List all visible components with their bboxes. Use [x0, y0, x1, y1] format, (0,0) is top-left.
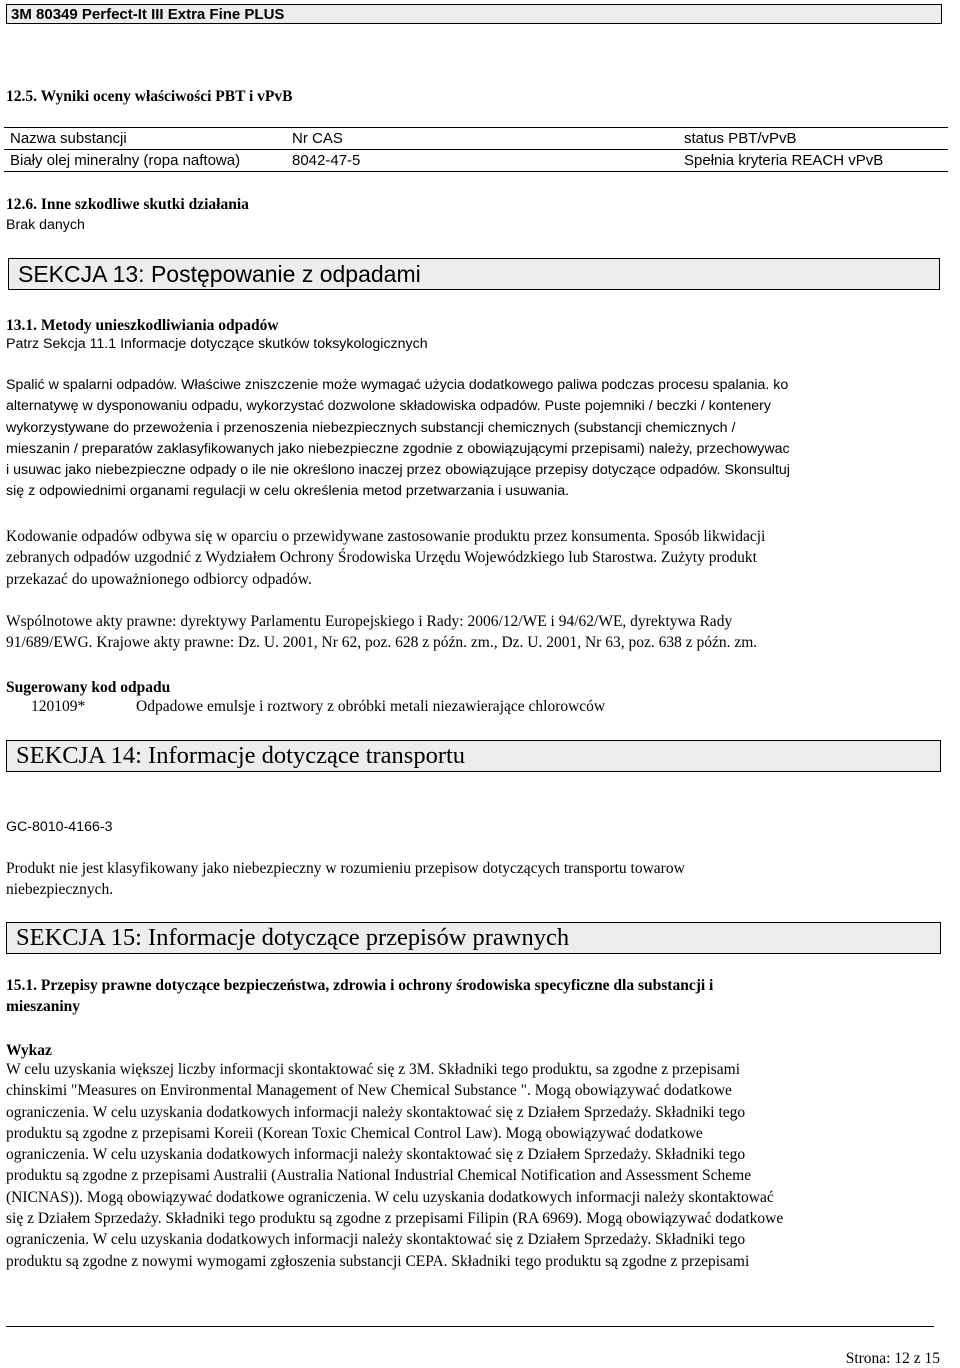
- section-14-title: SEKCJA 14: Informacje dotyczące transportu: [16, 742, 466, 769]
- disposal-paragraph: [6, 375, 956, 503]
- text-line: niebezpiecznych.: [6, 881, 114, 899]
- text-line: produktu są zgodne z nowymi wymogami zgłoszenia substancji CEPA. Składniki tego produktu są zgodne z przepisami: [6, 1252, 750, 1270]
- text-line: produktu są zgodne z przepisami Australii (Australia National Industrial Chemical Notification and Assessment Scheme: [6, 1167, 752, 1185]
- text-line: 91/689/EWG. Krajowe akty prawne: Dz. U. 2001, Nr 62, poz. 628 z późn. zm., Dz. U. 2001, Nr 63, poz. 638 z późn. zm.: [6, 634, 758, 652]
- table-cell: 8042-47-5: [286, 150, 678, 172]
- text-line: W celu uzyskania większej liczby informacji skontaktować się z 3M. Składniki tego produktu, sa zgodne z przepisami: [6, 1061, 741, 1078]
- text-line: produktu są zgodne z przepisami Koreii (Korean Toxic Chemical Control Law). Mogą obowiązywać dodatkowe: [6, 1124, 703, 1142]
- text-line: mieszanin / preparatów zaklasyfikowanych jako niebezpieczne zgodnie z obowiązującymi przepisami) należy, przechowywac: [6, 440, 790, 457]
- section-15-title-bar: [6, 922, 941, 954]
- section-13-title: SEKCJA 13: Postępowanie z odpadami: [18, 261, 421, 287]
- legal-acts-paragraph: [6, 611, 956, 654]
- text-line: Spalić w spalarni odpadów. Właściwe zniszczenie może wymagać użycia dodatkowego paliwa podczas procesu spalania. ko: [6, 377, 789, 393]
- text-line: ograniczenia. W celu uzyskania dodatkowych informacji należy skontaktować się z Działem Sprzedaży. Składniki tego: [6, 1103, 746, 1121]
- column-header: status PBT/vPvB: [678, 128, 948, 150]
- text-line: się z odpowiednimi organami regulacji w celu określenia metod przetwarzania i usuwania.: [6, 483, 570, 500]
- section-15-title: SEKCJA 15: Informacje dotyczące przepisów prawnych: [16, 924, 570, 951]
- table-cell: Spełnia kryteria REACH vPvB: [678, 150, 948, 172]
- column-header: Nr CAS: [286, 128, 678, 150]
- table-cell: Biały olej mineralny (ropa naftowa): [4, 150, 286, 172]
- pbt-vpvb-table: [4, 127, 948, 172]
- text-line: zebranych odpadów uzgodnić z Wydziałem Ochrony Środowiska Urzędu Wojewódzkiego lub Starostwa. Zużyty produkt: [6, 549, 757, 567]
- footer-divider: [6, 1326, 934, 1327]
- text-line: się z Działem Sprzedaży. Składniki tego produktu są zgodne z przepisami Filipin (RA 6969). Mogą obowiązywać dodatkowe: [6, 1210, 784, 1228]
- text-line: mieszaniny: [6, 998, 81, 1015]
- heading-13-1: 13.1. Metody unieszkodliwiania odpadów: [6, 317, 279, 334]
- heading-12-5: 12.5. Wyniki oceny właściwości PBT i vPvB: [6, 88, 293, 105]
- text-line: ograniczenia. W celu uzyskania dodatkowych informacji należy skontaktować się z Działem Sprzedaży. Składniki tego: [6, 1146, 746, 1164]
- text-line: ograniczenia. W celu uzyskania dodatkowych informacji należy skontaktować się z Działem Sprzedaży. Składniki tego: [6, 1231, 746, 1249]
- document-header-bar: [6, 4, 942, 24]
- waste-code-description: Odpadowe emulsje i roztwory z obróbki metali niezawierające chlorowców: [136, 698, 606, 715]
- column-header: Nazwa substancji: [4, 128, 286, 150]
- brak-danych-text: Brak danych: [6, 217, 85, 233]
- text-line: chinskimi "Measures on Environmental Management of New Chemical Substance ". Mogą obowiązywać dodatkowe: [6, 1082, 732, 1100]
- product-title: 3M 80349 Perfect-It III Extra Fine PLUS: [11, 6, 285, 23]
- text-line: wykorzystywane do przewożenia i przenoszenia niebezpiecznych substancji chemicznych (substancji chemicznych /: [6, 419, 736, 436]
- text-line: alternatywę w dysponowaniu odpadu, wykorzystać dozwolone składowiska odpadów. Puste pojemniki / beczki / kontenery: [6, 398, 771, 415]
- section-14-title-bar: [6, 740, 941, 772]
- waste-coding-paragraph: [6, 526, 956, 590]
- heading-12-6: 12.6. Inne szkodliwe skutki działania: [6, 196, 249, 213]
- text-line: Produkt nie jest klasyfikowany jako niebezpieczny w rozumieniu przepisow dotyczących transportu towarow: [6, 860, 685, 877]
- text-line: przekazać do upoważnionego odbiorcy odpadów.: [6, 570, 312, 588]
- text-line: Wspólnotowe akty prawne: dyrektywy Parlamentu Europejskiego i Rady: 2006/12/WE i 94/62/WE, dyrektywa Rady: [6, 613, 733, 630]
- table-header-row: [4, 128, 948, 150]
- text-line: 15.1. Przepisy prawne dotyczące bezpieczeństwa, zdrowia i ochrony środowiska specyficzne dla substancji i: [6, 977, 714, 994]
- section-11-reference: Patrz Sekcja 11.1 Informacje dotyczące skutków toksykologicznych: [6, 336, 428, 352]
- heading-15-1: [6, 975, 956, 1017]
- transport-doc-code: GC-8010-4166-3: [6, 819, 113, 835]
- page-number: Strona: 12 z 15: [845, 1350, 940, 1367]
- text-line: (NICNAS)). Mogą obowiązywać dodatkowe ograniczenia. W celu uzyskania dodatkowych informacji należy skontaktować: [6, 1188, 774, 1206]
- wykaz-paragraph: [6, 1059, 956, 1272]
- wykaz-heading: Wykaz: [6, 1042, 52, 1059]
- table-row: [4, 150, 948, 172]
- text-line: Kodowanie odpadów odbywa się w oparciu o przewidywane zastosowanie produktu przez konsumenta. Sposób likwidacji: [6, 528, 766, 545]
- transport-paragraph: [6, 858, 956, 901]
- text-line: i usuwac jako niebezpieczne odpady o ile nie określono inaczej przez obowiązujące przepisy dotyczące odpadów. Skonsultuj: [6, 462, 790, 479]
- waste-code-heading: Sugerowany kod odpadu: [6, 679, 171, 696]
- section-13-title-bar: [8, 258, 940, 290]
- waste-code: 120109*: [31, 698, 86, 715]
